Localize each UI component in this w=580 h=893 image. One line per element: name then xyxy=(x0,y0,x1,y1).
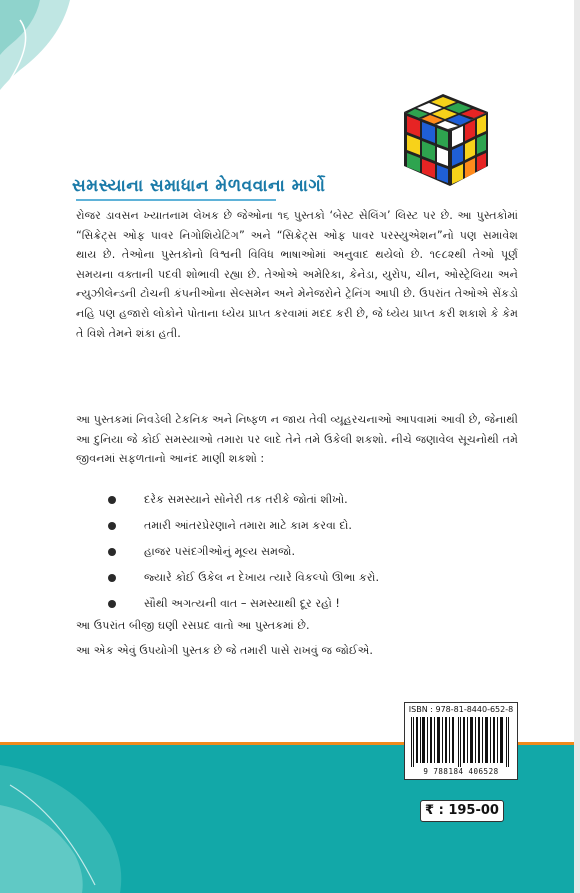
author-paragraph: રોજર ડાવસન ખ્યાતનામ લેખક છે જેઓના ૧૬ પુસ્તકો ‘બેસ્ટ સેલિંગ’ લિસ્ટ પર છે. આ પુસ્તકોમાં “સિક્રેટ્સ ઓફ પાવર નિગોશિયેટિંગ” અને “સિક્રેટ્સ ઓફ પાવર પરસ્યુએશન”નો પણ સમાવેશ થાય છે. તેઓના પુસ્તકોનો વિશ્વની વિવિધ ભાષાઓમાં અનુવાદ થયેલો છે. ૧૯૮૨થી તેઓ પૂર્ણ સમયના વક્તાની પદવી શોભાવી રહ્યા છે. તેઓએ અમેરિકા, કેનેડા, યુરોપ, ચીન, ઓસ્ટ્રેલિયા અને ન્યુઝીલેન્ડની ટોચની કંપનીઓના સેલ્સમેન અને મેનેજરોને ટ્રેનિંગ આપી છે. ઉપરાંત તેઓએ સેંકડો નહિ પણ હજારો લોકોને પોતાના ધ્યેય પ્રાપ્ત કરવામાં મદદ કરી છે, જે ધ્યેય પ્રાપ્ત કરી શકાશે કે કેમ તે વિશે તેમને શંકા હતી. xyxy=(76,209,518,340)
barcode-icon xyxy=(409,717,513,767)
book-paragraph: આ પુસ્તકમાં નિવડેલી ટેકનિક અને નિષ્ફળ ન જાય તેવી વ્યૂહરચનાઓ આપવામાં આવી છે, જેનાથી આ દુનિયા જે કોઈ સમસ્યાઓ તમારા પર લાદે તેને તમે ઉકેલી શકશો. નીચે જણાવેલ સૂચનોથી તમે જીવનમાં સફળતાનો આનંદ માણી શકશો : xyxy=(76,413,518,466)
barcode-number: 9 788184 406528 xyxy=(423,767,499,776)
closing-line-2: આ એક એવું ઉપયોગી પુસ્તક છે જે તમારી પાસે રાખવું જ જોઈએ. xyxy=(76,644,373,657)
list-item-text: તમારી આંતરપ્રેરણાને તમારા માટે કામ કરવા દો. xyxy=(144,519,352,532)
isbn-label: ISBN : 978-81-8440-652-8 xyxy=(408,705,514,714)
bullet-icon xyxy=(108,574,116,582)
leaf-corner-icon xyxy=(0,0,110,110)
list-item xyxy=(76,544,516,570)
leaf-bottom-icon xyxy=(0,745,160,893)
list-item-text: દરેક સમસ્યાને સોનેરી તક તરીકે જોતાં શીખો. xyxy=(144,493,348,506)
list-item-text: હાજર પસંદગીઓનું મૂલ્ય સમજો. xyxy=(144,545,296,558)
list-item xyxy=(76,570,516,596)
bullet-icon xyxy=(108,548,116,556)
price-tag: ₹ : 195-00 xyxy=(420,800,504,822)
barcode-block xyxy=(404,702,518,780)
bullet-icon xyxy=(108,600,116,608)
closing-line-1: આ ઉપરાંત બીજી ઘણી રસપ્રદ વાતો આ પુસ્તકમાં છે. xyxy=(76,619,310,632)
page-title: સમસ્યાના સમાધાન મેળવવાના માર્ગો xyxy=(72,176,326,196)
bullet-icon xyxy=(108,496,116,504)
title-underline xyxy=(76,199,276,201)
list-item-text: જ્યારે કોઈ ઉકેલ ન દેખાય ત્યારે વિકલ્પો ઊભા કરો. xyxy=(144,571,380,584)
list-item xyxy=(76,518,516,544)
tips-list xyxy=(76,492,516,622)
list-item-text: સૌથી અગત્યની વાત – સમસ્યાથી દૂર રહો ! xyxy=(144,597,340,610)
list-item xyxy=(76,492,516,518)
bullet-icon xyxy=(108,522,116,530)
